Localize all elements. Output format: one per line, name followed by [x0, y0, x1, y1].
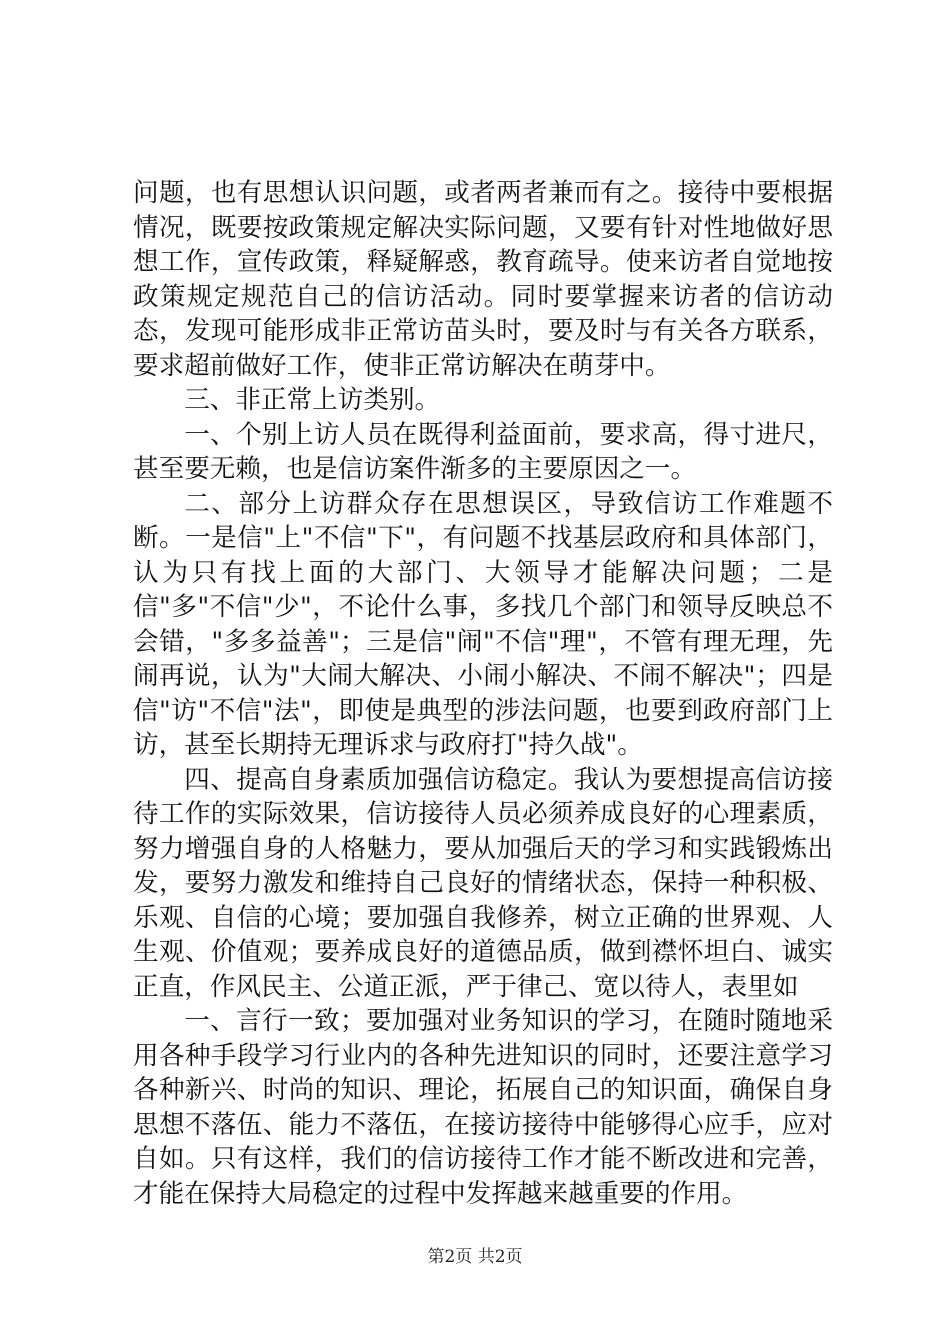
- paragraph-point-two: 二、部分上访群众存在思想误区，导致信访工作难题不断。一是信"上"不信"下"，有问题不找基层政府和具体部门，认为只有找上面的大部门、大领导才能解决问题；二是信"多"不信"少"，不论什么事，多找几个部门和领导反映总不会错，"多多益善"；三是信"闹"不信"理"，不管有理无理，先闹再说，认为"大闹大解决、小闹小解决、不闹不解决"；四是信"访"不信"法"，即使是典型的涉法问题，也要到政府部门上访，甚至长期持无理诉求与政府打"持久战"。: [133, 488, 833, 760]
- page-footer: [0, 1246, 950, 1268]
- paragraph-continuation: 问题，也有思想认识问题，或者两者兼而有之。接待中要根据情况，既要按政策规定解决实际问题，又要有针对性地做好思想工作，宣传政策，释疑解惑，教育疏导。使来访者自觉地按政策规定规范自己的信访活动。同时要掌握来访者的信访动态，发现可能形成非正常访苗头时，要及时与有关各方联系，要求超前做好工作，使非正常访解决在萌芽中。: [133, 178, 833, 381]
- document-body: [133, 176, 833, 1211]
- paragraph-section-three-heading: 三、非正常上访类别。: [184, 385, 441, 415]
- page-number-label: 第2页 共2页: [427, 1247, 523, 1267]
- paragraph-point-one: 一、个别上访人员在既得利益面前，要求高，得寸进尺，甚至要无赖，也是信访案件渐多的主要原因之一。: [133, 419, 833, 484]
- paragraph-section-four: 四、提高自身素质加强信访稳定。我认为要想提高信访接待工作的实际效果，信访接待人员必须养成良好的心理素质，努力增强自身的人格魅力，要从加强后天的学习和实践锻炼出发，要努力激发和维持自己良好的情绪状态，保持一种积极、乐观、自信的心境；要加强自我修养，树立正确的世界观、人生观、价值观；要养成良好的道德品质，做到襟怀坦白、诚实正直，作风民主、公道正派，严于律己、宽以待人，表里如: [133, 764, 833, 1002]
- paragraph-consistency: 一、言行一致；要加强对业务知识的学习，在随时随地采用各种手段学习行业内的各种先进知识的同时，还要注意学习各种新兴、时尚的知识、理论，拓展自己的知识面，确保自身思想不落伍、能力不落伍，在接访接待中能够得心应手，应对自如。只有这样，我们的信访接待工作才能不断改进和完善，才能在保持大局稳定的过程中发挥越来越重要的作用。: [133, 1006, 833, 1209]
